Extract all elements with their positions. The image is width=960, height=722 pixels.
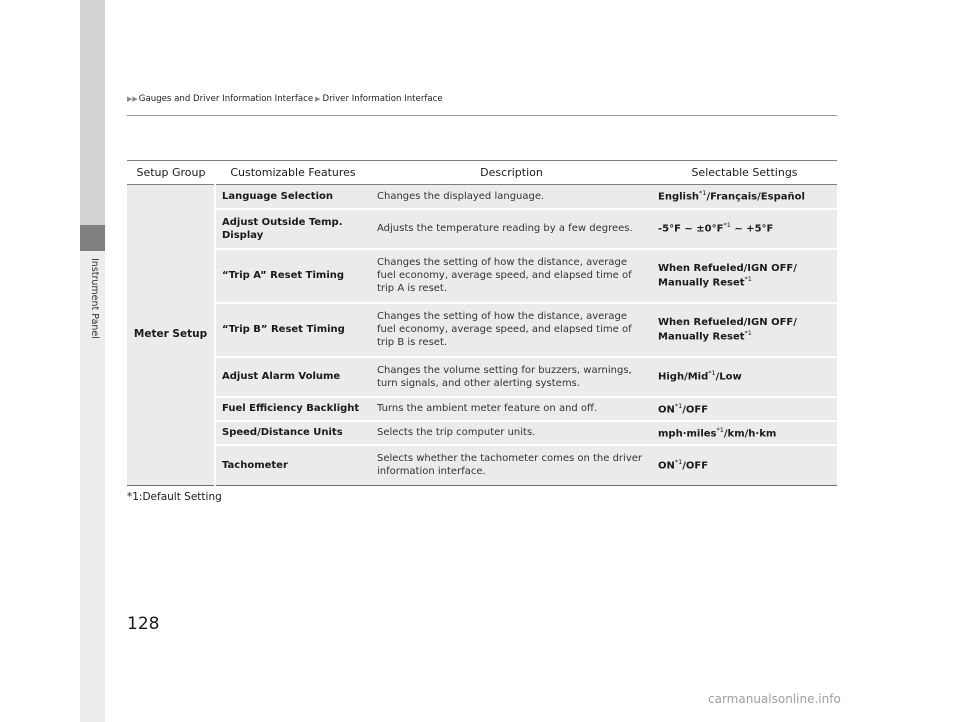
feature-cell: Adjust Outside Temp. Display (215, 209, 371, 249)
settings-cell: mph·miles$^{*1}$/km/h·km (652, 421, 837, 445)
feature-cell: Adjust Alarm Volume (215, 357, 371, 397)
default-setting-footnote: *1:Default Setting (127, 491, 222, 503)
setup-group-cell: Meter Setup (127, 185, 215, 486)
settings-table (127, 160, 837, 486)
watermark: carmanualsonline.info (708, 692, 841, 706)
table-header-row (127, 161, 837, 185)
feature-cell: Language Selection (215, 185, 371, 209)
table-row (127, 445, 837, 485)
column-header: Description (371, 161, 652, 185)
column-header: Customizable Features (215, 161, 371, 185)
settings-cell: -5°F ~ ±0°F$^{*1}$ ~ +5°F (652, 209, 837, 249)
breadcrumb (127, 94, 443, 104)
description-cell: Changes the setting of how the distance, average fuel economy, average speed, and elapsed time of trip A is reset. (371, 249, 652, 303)
table-row (127, 303, 837, 357)
description-cell: Adjusts the temperature reading by a few degrees. (371, 209, 652, 249)
side-tab-top (80, 0, 105, 225)
column-header: Setup Group (127, 161, 215, 185)
column-header: Selectable Settings (652, 161, 837, 185)
side-tab-active-marker (80, 225, 105, 251)
description-cell: Selects whether the tachometer comes on the driver information interface. (371, 445, 652, 485)
settings-cell: When Refueled/IGN OFF/ Manually Reset$^{*1}$ (652, 303, 837, 357)
table-row (127, 209, 837, 249)
description-cell: Selects the trip computer units. (371, 421, 652, 445)
section-side-label: Instrument Panel (89, 258, 100, 339)
description-cell: Changes the setting of how the distance, average fuel economy, average speed, and elapsed time of trip B is reset. (371, 303, 652, 357)
table-row (127, 249, 837, 303)
header-divider (127, 115, 837, 116)
description-cell: Changes the volume setting for buzzers, warnings, turn signals, and other alerting systems. (371, 357, 652, 397)
feature-cell: Speed/Distance Units (215, 421, 371, 445)
feature-cell: Fuel Efficiency Backlight (215, 397, 371, 421)
description-cell: Changes the displayed language. (371, 185, 652, 209)
breadcrumb-item[interactable]: Gauges and Driver Information Interface (138, 94, 314, 104)
page-number: 128 (127, 614, 160, 634)
settings-cell: ON$^{*1}$/OFF (652, 445, 837, 485)
settings-cell: English$^{*1}$/Français/Español (652, 185, 837, 209)
table-row (127, 185, 837, 209)
feature-cell: “Trip A” Reset Timing (215, 249, 371, 303)
table-row (127, 397, 837, 421)
feature-cell: “Trip B” Reset Timing (215, 303, 371, 357)
settings-cell: When Refueled/IGN OFF/ Manually Reset$^{*1}$ (652, 249, 837, 303)
description-cell: Turns the ambient meter feature on and off. (371, 397, 652, 421)
table-row (127, 357, 837, 397)
settings-cell: ON$^{*1}$/OFF (652, 397, 837, 421)
double-arrow-icon: ▶▶ (127, 95, 138, 103)
feature-cell: Tachometer (215, 445, 371, 485)
arrow-icon: ▶ (315, 95, 321, 103)
settings-cell: High/Mid$^{*1}$/Low (652, 357, 837, 397)
breadcrumb-item[interactable]: Driver Information Interface (322, 94, 443, 104)
table-row (127, 421, 837, 445)
